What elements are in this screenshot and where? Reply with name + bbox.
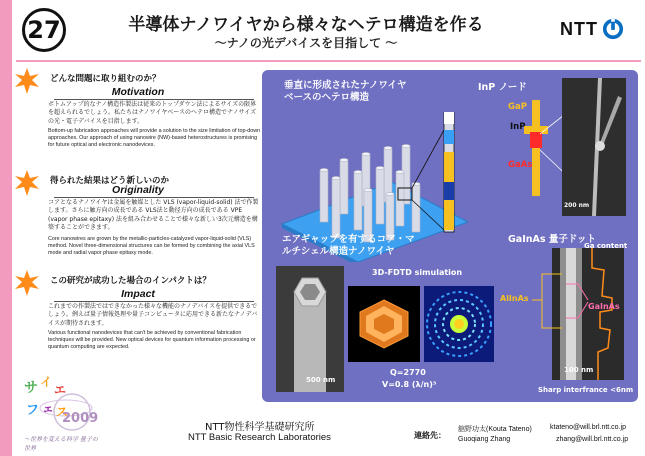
v-value: V=0.8 (λ/n)³ xyxy=(382,380,437,389)
festa-emblem-icon xyxy=(20,372,100,438)
section-text-en: Core nanowires are grown by the metallic-particles-catalyzed vapor-liquid-solid (VLS) method. Novel three-dimensional structures can be formed by combining the axial VLS mode and radial vapor phase epitaxy mode. xyxy=(48,236,255,256)
svg-text:イ: イ xyxy=(40,375,53,389)
gainas-label: GaInAs xyxy=(588,302,620,311)
science-festa-logo xyxy=(20,372,100,450)
figure-panel xyxy=(262,70,638,402)
contact-email[interactable]: ktateno@will.brl.ntt.co.jp xyxy=(550,424,626,431)
logo-subtitle: ～世界を変える科学 量子の世界 xyxy=(24,436,98,452)
section-keyword: Originality xyxy=(112,184,164,196)
svg-text:エ: エ xyxy=(54,383,67,397)
section-text-jp: ボトムアップ的なナノ構造作製法は従来のトップダウン法によるサイズの限界を超えられるでしょう。私たちはナノワイヤベースのヘテロ構造でナノサイズの光・電子デバイスを目指します。 xyxy=(48,101,257,125)
sem-image-inp-node xyxy=(562,78,626,216)
contact-label: 連絡先： xyxy=(414,431,446,440)
svg-text:ス: ス xyxy=(56,405,69,419)
svg-text:ェ: ェ xyxy=(42,401,55,415)
inp-node-label: InP ノード xyxy=(478,82,527,93)
section-text-en: Various functional nanodevices that can't be achieved by conventional fabrication techniques will be provided. New optical devices for quantum information processing or quantum computing are expected. xyxy=(48,330,256,350)
section-originality xyxy=(14,170,262,280)
inp-node-diagram xyxy=(532,100,540,196)
quantum-dot-label: GaInAs 量子ドット xyxy=(508,234,596,245)
section-question: この研究が成功した場合のインパクトは？ xyxy=(50,276,211,286)
section-keyword: Motivation xyxy=(111,86,165,98)
fdtd-label: 3D-FDTD simulation xyxy=(372,268,463,277)
scale-label: 200 nm xyxy=(564,202,590,209)
contact-email[interactable]: zhang@will.brl.ntt.co.jp xyxy=(556,436,629,443)
section-text-en: Bottom-up fabrication approaches will provide a solution to the size limitation of top-down approaches. Our approach of using nanowire (NW)-based heterostructures is promising for future optical and electronic nanodevices. xyxy=(48,128,261,148)
sem-image-core-shell xyxy=(276,266,344,392)
fdtd-field-map xyxy=(424,286,494,362)
sharp-interface-label: Sharp interfrance <6nm xyxy=(538,386,634,394)
keyword-underline xyxy=(54,99,254,100)
contact-name: 舘野功太(Kouta Tateno) xyxy=(458,426,532,433)
svg-text:サ: サ xyxy=(24,380,38,396)
header-divider xyxy=(16,60,641,62)
poster-number: 27 xyxy=(22,8,66,52)
lab-name-jp: NTT物性科学基礎研究所 xyxy=(205,422,315,433)
ntt-wordmark: NTT xyxy=(560,18,598,39)
ga-content-label: Ga content xyxy=(584,242,628,250)
fdtd-3d-model xyxy=(348,286,420,362)
section-text-jp: コアとなるナノワイヤは金属を触媒とした VLS (vapor-liquid-solid) 法で作製します。さらに触方向の成長である VLS法と動径方向の成長である VPE (vapor phase epitaxy) 法を組み合わせることで様々な新しい3次元構造を構築することができます。 xyxy=(48,199,259,231)
page-subtitle: ～ナノの光デバイスを目指して ～ xyxy=(214,36,398,50)
page-title: 半導体ナノワイヤから様々なヘテロ構造を作る xyxy=(128,15,484,35)
section-question: どんな問題に取り組むのか？ xyxy=(50,74,161,84)
lab-name-en: NTT Basic Research Laboratories xyxy=(188,432,331,443)
gap-label: GaP xyxy=(508,102,527,112)
alinas-label: AlInAs xyxy=(500,294,529,303)
contact-name: Guoqiang Zhang xyxy=(458,436,511,443)
svg-text:2009: 2009 xyxy=(62,411,99,426)
core-shell-label: エアギャップを有するコア・マ ルチシェル構造ナノワイヤ xyxy=(282,234,415,257)
q-value: Q=2770 xyxy=(390,368,426,377)
ntt-brand xyxy=(560,18,624,40)
section-text-jp: これまでの作製法ではできなかった様々な機能のナノデバイスを提供できるでしょう。例えば量子情報処理や量子コンピュータに応用できる新たなナノデバイスが期待されます。 xyxy=(48,303,258,327)
vertical-nanowire-label: 垂直に形成されたナノワイヤ ベースのヘテロ構造 xyxy=(284,80,407,103)
left-rail xyxy=(0,0,12,456)
bracket-lines xyxy=(532,270,602,340)
section-keyword: Impact xyxy=(121,288,155,300)
scale-label: 100 nm xyxy=(564,366,594,374)
inp-label: InP xyxy=(510,122,526,132)
keyword-underline xyxy=(54,197,254,198)
keyword-underline xyxy=(54,301,254,302)
section-question: 得られた結果はどう新しいのか xyxy=(50,176,170,186)
section-impact xyxy=(14,270,262,370)
section-motivation xyxy=(14,68,262,178)
gaas-label: GaAs xyxy=(508,160,533,170)
ntt-logo-icon xyxy=(602,18,624,40)
scale-label: 500 nm xyxy=(306,376,336,384)
svg-text:フ: フ xyxy=(26,403,40,418)
